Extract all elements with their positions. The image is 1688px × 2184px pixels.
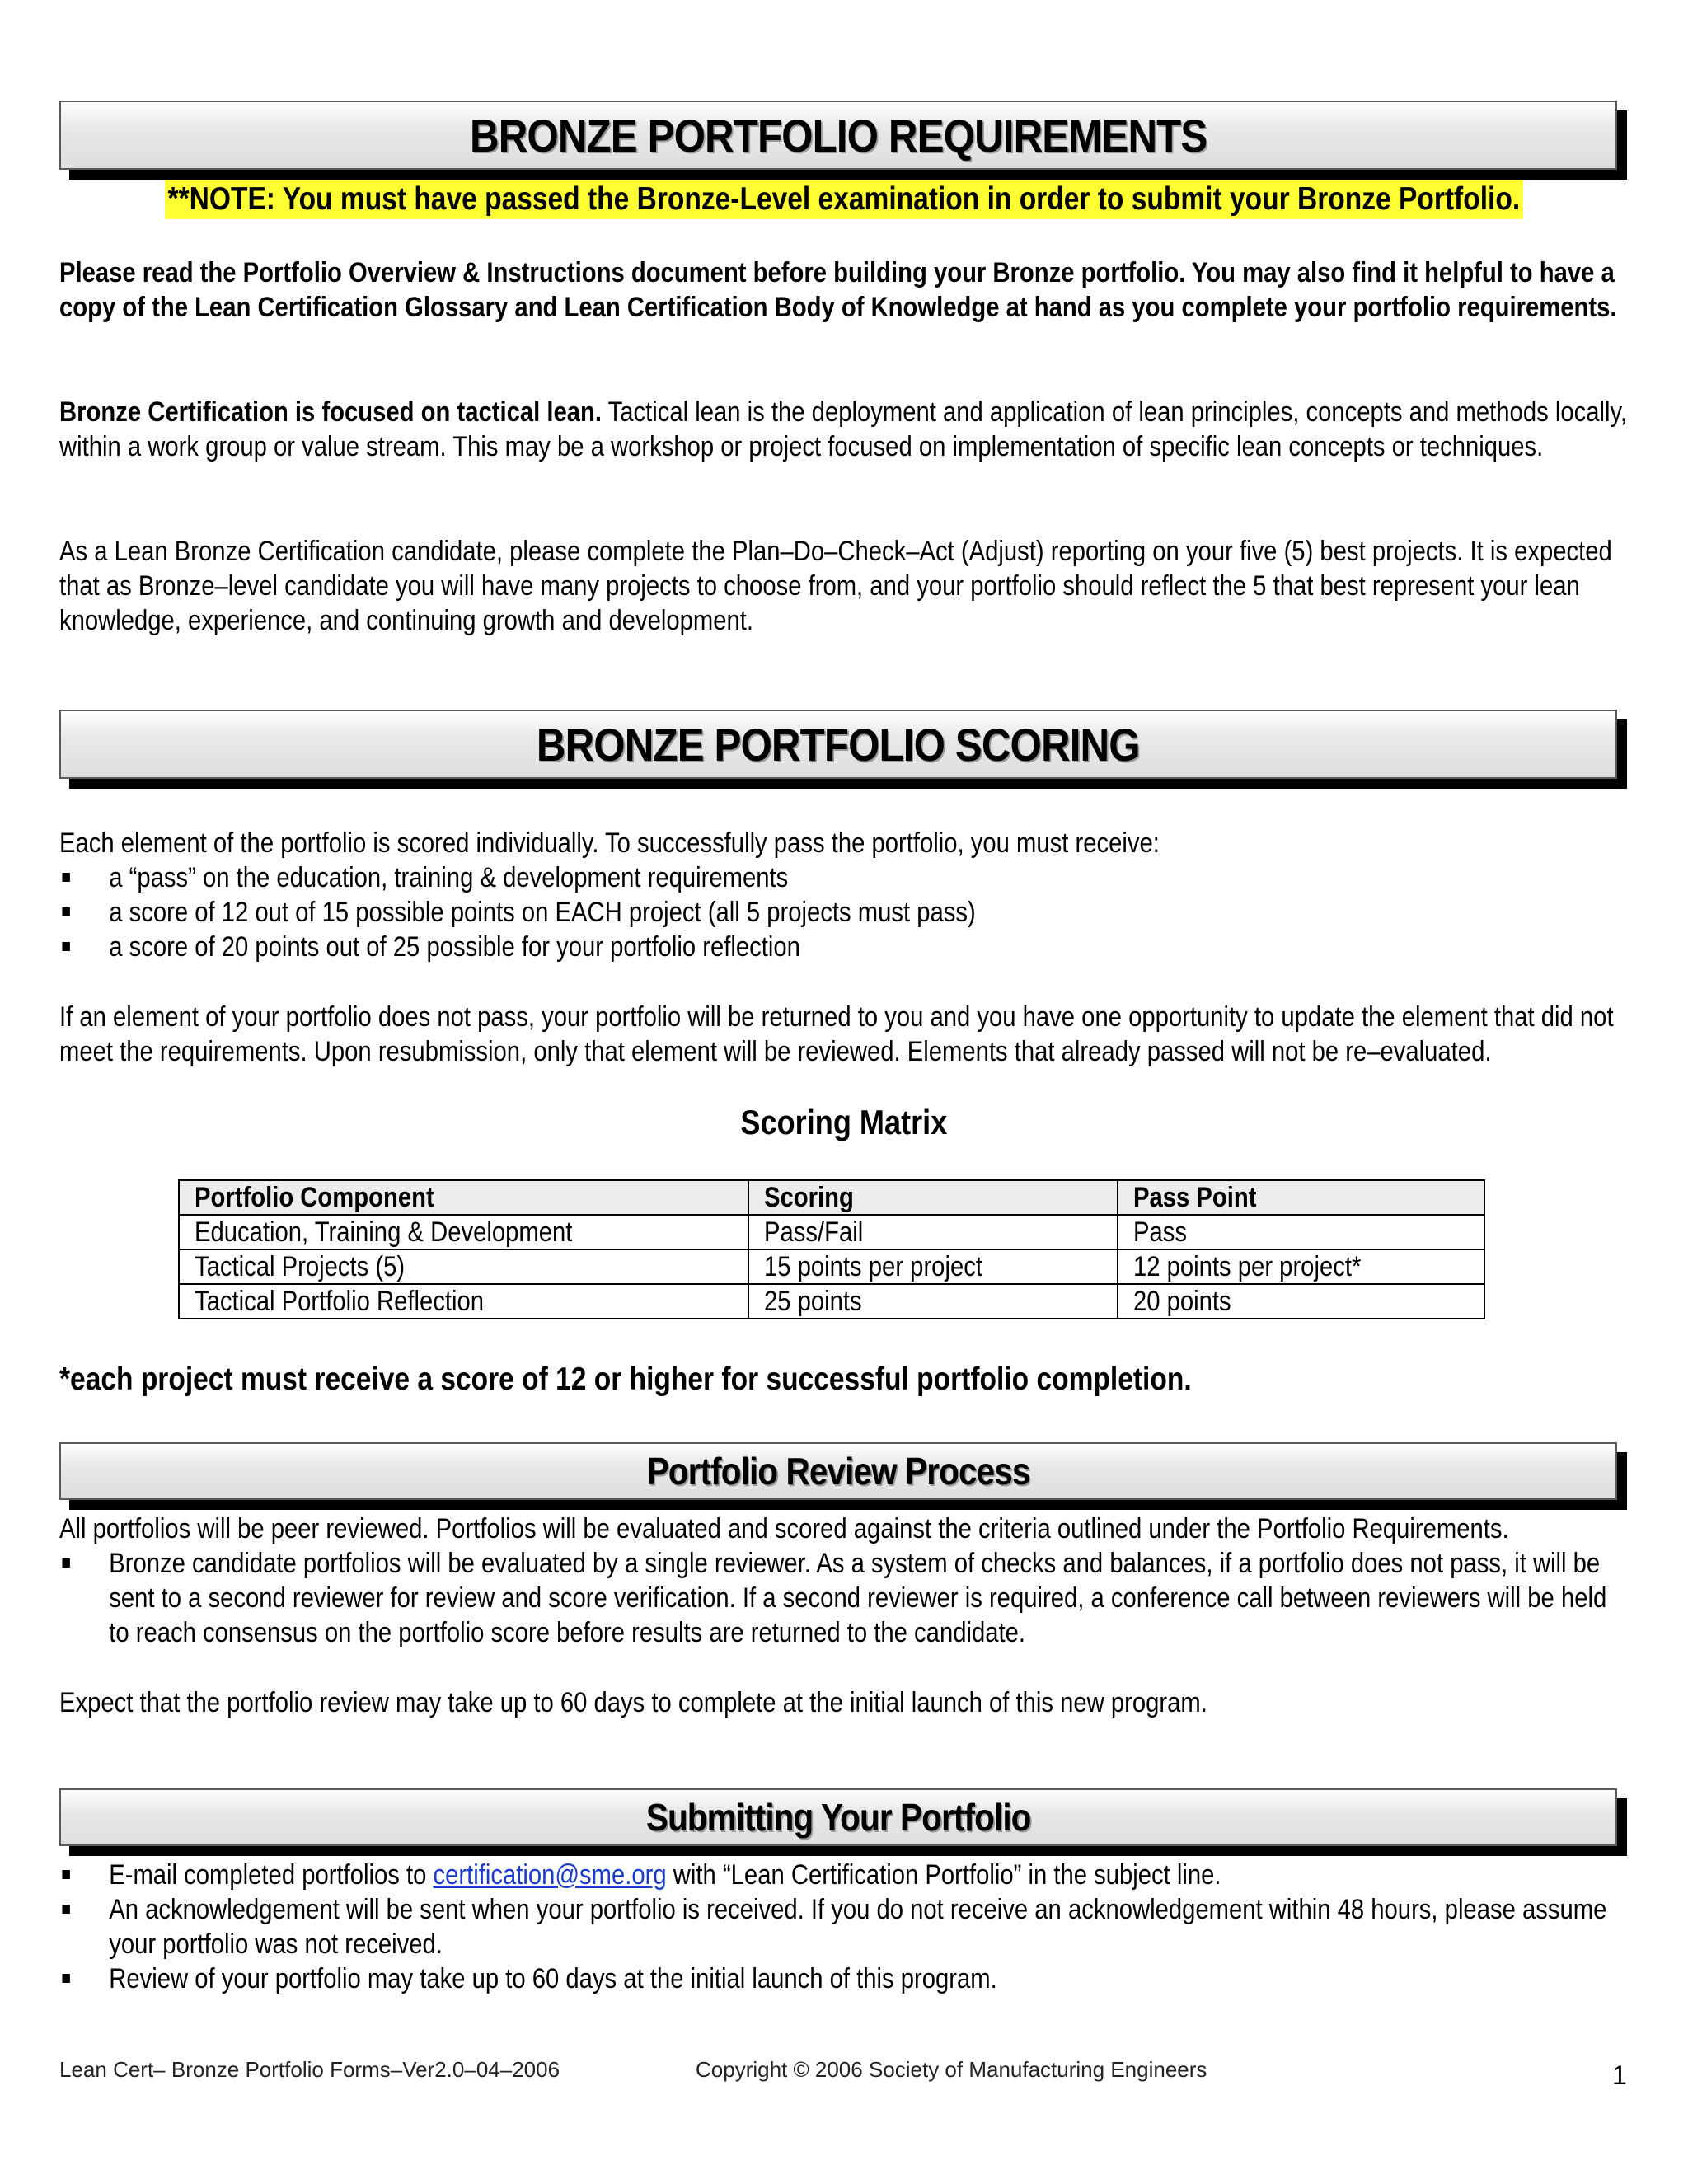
matrix-title: Scoring Matrix bbox=[740, 1103, 948, 1141]
review-bullets bbox=[59, 1546, 1633, 1650]
review-intro: All portfolios will be peer reviewed. Portfolios will be evaluated and scored against the criteria outlined under the Portfolio Requirements. bbox=[59, 1513, 1509, 1544]
table-header: Pass Point bbox=[1118, 1180, 1484, 1215]
candidate-paragraph: As a Lean Bronze Certification candidate, please complete the Plan–Do–Check–Act (Adjust) reporting on your five (5) best projects. It is expected that as Bronze–level candidate you will have many projects to choose from, and your portfolio should reflect the 5 that best represent your lean knowledge, experience, and continuing growth and development. bbox=[59, 536, 1612, 636]
table-cell: Tactical Portfolio Reflection bbox=[179, 1284, 748, 1319]
table-header: Portfolio Component bbox=[179, 1180, 748, 1215]
table-cell: 15 points per project bbox=[748, 1249, 1117, 1284]
resubmit-paragraph: If an element of your portfolio does not pass, your portfolio will be returned to you and you have one opportunity to update the element that did not meet the requirements. Upon resubmission, only that element will be reviewed. Elements that already passed will not be re–evaluated. bbox=[59, 1001, 1614, 1067]
scoring-bullets bbox=[59, 860, 1633, 964]
scoring-title: BRONZE PORTFOLIO SCORING bbox=[537, 718, 1140, 771]
table-cell: Tactical Projects (5) bbox=[179, 1249, 748, 1284]
scoring-bullet-reflection: a score of 20 points out of 25 possible for your portfolio reflection bbox=[59, 930, 1633, 964]
scoring-intro: Each element of the portfolio is scored individually. To successfully pass the portfolio, you must receive: bbox=[59, 827, 1160, 859]
email-link[interactable]: certification@sme.org bbox=[433, 1859, 667, 1891]
exam-note-text: **NOTE: You must have passed the Bronze-Level examination in order to submit your Bronze Portfolio. bbox=[165, 180, 1522, 219]
submit-bullet-review: Review of your portfolio may take up to 60 days at the initial launch of this program. bbox=[59, 1961, 1633, 1996]
table-cell: 12 points per project* bbox=[1118, 1249, 1484, 1284]
table-header: Scoring bbox=[748, 1180, 1117, 1215]
table-cell: Pass/Fail bbox=[748, 1215, 1117, 1249]
review-banner bbox=[59, 1442, 1617, 1500]
focus-text: Tactical lean is the deployment and application of lean principles, concepts and methods locally, within a work group or value stream. This may be a workshop or project focused on implementation of specific lean concepts or techniques. bbox=[59, 396, 1628, 462]
table-cell: 25 points bbox=[748, 1284, 1117, 1319]
table-cell: Pass bbox=[1118, 1215, 1484, 1249]
intro-paragraph: Please read the Portfolio Overview & Instructions document before building your Bronze portfolio. You may also find it helpful to have a copy of the Lean Certification Glossary and Lean Certification Body of Knowledge at hand as you complete your portfolio requirements. bbox=[59, 257, 1617, 323]
submit-title: Submitting Your Portfolio bbox=[645, 1796, 1031, 1839]
scoring-banner bbox=[59, 710, 1617, 779]
review-title: Portfolio Review Process bbox=[646, 1450, 1030, 1493]
requirements-title: BRONZE PORTFOLIO REQUIREMENTS bbox=[469, 109, 1207, 162]
exam-note bbox=[0, 180, 1688, 219]
submit-bullet-email: E-mail completed portfolios to certification@sme.org with “Lean Certification Portfolio” in the subject line. bbox=[59, 1858, 1633, 1892]
table-row bbox=[179, 1284, 1484, 1319]
focus-paragraph bbox=[59, 395, 1633, 464]
page-number: 1 bbox=[1612, 2060, 1627, 2090]
table-row bbox=[179, 1215, 1484, 1249]
review-expect: Expect that the portfolio review may take up to 60 days to complete at the initial launch of this new program. bbox=[59, 1687, 1207, 1718]
table-cell: Education, Training & Development bbox=[179, 1215, 748, 1249]
scoring-matrix-table bbox=[178, 1179, 1485, 1319]
scoring-bullet-projects: a score of 12 out of 15 possible points on EACH project (all 5 projects must pass) bbox=[59, 895, 1633, 930]
submit-bullet-ack: An acknowledgement will be sent when your portfolio is received. If you do not receive an acknowledgement within 48 hours, please assume your portfolio was not received. bbox=[59, 1892, 1633, 1961]
requirements-banner bbox=[59, 101, 1617, 170]
footer-version: Lean Cert– Bronze Portfolio Forms–Ver2.0–04–2006 bbox=[59, 2057, 560, 2082]
table-header-row bbox=[179, 1180, 1484, 1215]
matrix-footnote: *each project must receive a score of 12 or higher for successful portfolio completion. bbox=[59, 1361, 1192, 1397]
table-cell: 20 points bbox=[1118, 1284, 1484, 1319]
submit-banner bbox=[59, 1788, 1617, 1846]
footer-copyright: Copyright © 2006 Society of Manufacturing Engineers bbox=[696, 2057, 1207, 2082]
submit-bullets bbox=[59, 1858, 1633, 1996]
scoring-bullet-pass: a “pass” on the education, training & development requirements bbox=[59, 860, 1633, 895]
review-bullet: Bronze candidate portfolios will be evaluated by a single reviewer. As a system of checks and balances, if a portfolio does not pass, it will be sent to a second reviewer for review and score verification. If a second reviewer is required, a conference call between reviewers will be held to reach consensus on the portfolio score before results are returned to the candidate. bbox=[59, 1546, 1633, 1650]
table-row bbox=[179, 1249, 1484, 1284]
focus-bold-text: Bronze Certification is focused on tactical lean. bbox=[59, 396, 603, 428]
